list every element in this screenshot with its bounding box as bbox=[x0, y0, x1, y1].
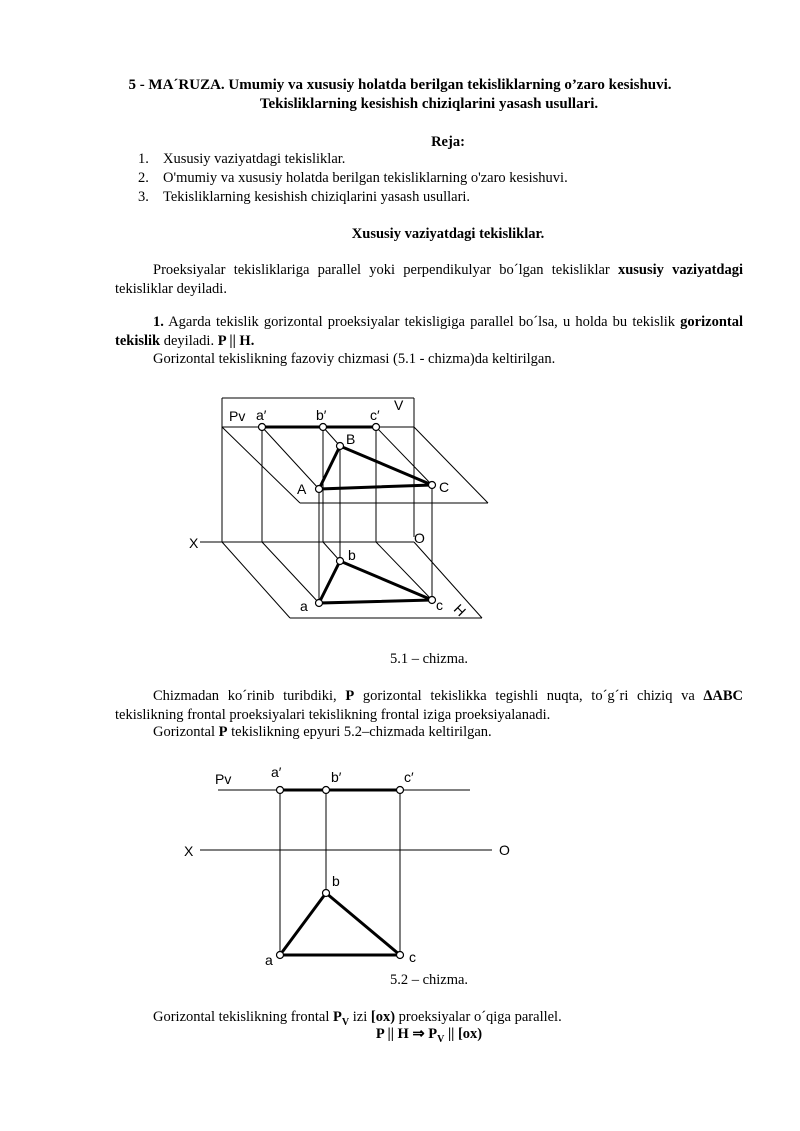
label-c-prime: c′ bbox=[404, 769, 414, 785]
text-run: tekisliklar deyiladi. bbox=[115, 281, 227, 297]
bold-term: [ox) bbox=[370, 1009, 396, 1025]
point-C bbox=[429, 482, 436, 489]
figure-5-1 bbox=[0, 380, 800, 630]
label-c: c bbox=[436, 597, 443, 613]
subscript: V bbox=[341, 1016, 350, 1028]
bold-term: ∆ABC bbox=[703, 688, 743, 704]
label-o: O bbox=[499, 842, 510, 858]
label-B: B bbox=[346, 431, 356, 447]
plan-item-number: 3. bbox=[138, 189, 149, 205]
formula-part: P || H ⇒ P bbox=[375, 1026, 438, 1042]
paragraph-definition bbox=[115, 261, 743, 299]
point-b-prime bbox=[320, 424, 327, 431]
text-run: Proeksiyalar tekisliklariga parallel yoki perpendikulyar bo´lgan tekisliklar bbox=[153, 262, 618, 278]
point-A bbox=[316, 486, 323, 493]
point-b bbox=[337, 558, 344, 565]
plan-item bbox=[138, 170, 568, 187]
point-b-prime bbox=[323, 787, 330, 794]
projection-line bbox=[262, 427, 319, 489]
triangle-abc bbox=[280, 893, 400, 955]
text-run: Chizmadan ko´rinib turibdiki, bbox=[153, 688, 346, 704]
figure-5-1-caption: 5.1 – chizma. bbox=[389, 651, 469, 667]
point-c-prime bbox=[397, 787, 404, 794]
bold-term: P bbox=[218, 724, 228, 740]
relation: P || H. bbox=[217, 333, 255, 349]
text-run: deyiladi. bbox=[160, 333, 218, 349]
formula bbox=[0, 1026, 800, 1045]
subscript: V bbox=[437, 1033, 445, 1045]
projection-line bbox=[262, 542, 319, 603]
point-b bbox=[323, 890, 330, 897]
formula-part: || [ox) bbox=[444, 1026, 483, 1042]
section-heading: Xususiy vaziyatdagi tekisliklar. bbox=[351, 226, 545, 242]
label-o: O bbox=[414, 530, 425, 546]
figure-5-2-caption: 5.2 – chizma. bbox=[389, 972, 469, 988]
label-v: V bbox=[394, 397, 404, 413]
bold-term: gorizontal tekislik bbox=[115, 314, 743, 349]
p-plane-right-edge bbox=[414, 427, 488, 503]
text-run: tekislikning epyuri 5.2–chizmada keltirilgan. bbox=[227, 724, 492, 740]
bold-term: xususiy vaziyatdagi bbox=[617, 262, 743, 278]
point-c bbox=[429, 597, 436, 604]
text-run: Gorizontal bbox=[153, 724, 219, 740]
bold-term: P bbox=[333, 1009, 342, 1025]
text-run: gorizontal tekislikka tegishli nuqta, to´g´ri chiziq va bbox=[354, 688, 704, 704]
plan-item bbox=[138, 189, 470, 206]
label-a: a bbox=[300, 598, 308, 614]
plan-item-number: 2. bbox=[138, 170, 149, 186]
plan-item-text: Xususiy vaziyatdagi tekisliklar. bbox=[163, 151, 346, 167]
figure-5-2 bbox=[0, 760, 800, 970]
plan-item-number: 1. bbox=[138, 151, 149, 167]
h-plane-left-edge bbox=[222, 542, 290, 618]
label-b-prime: b′ bbox=[331, 769, 342, 785]
text-run: proeksiyalar o´qiga parallel. bbox=[395, 1009, 562, 1025]
label-a: a bbox=[265, 952, 273, 968]
label-a-prime: a′ bbox=[256, 407, 267, 423]
lecture-title-line1: 5 - MA´RUZA. Umumiy va xususiy holatda berilgan tekisliklarning o’zaro kesishuvi. bbox=[128, 77, 672, 93]
label-C: C bbox=[439, 479, 450, 495]
label-h: H bbox=[450, 600, 470, 620]
label-c-prime: c′ bbox=[370, 407, 380, 423]
label-b: b bbox=[332, 873, 340, 889]
label-b-prime: b′ bbox=[316, 407, 327, 423]
text-run: izi bbox=[349, 1009, 371, 1025]
label-c: c bbox=[409, 949, 416, 965]
point-a bbox=[277, 952, 284, 959]
label-pv: Pv bbox=[215, 771, 232, 787]
point-a bbox=[316, 600, 323, 607]
paragraph-figure1-ref: Gorizontal tekislikning fazoviy chizmasi (5.1 - chizma)da keltirilgan. bbox=[153, 351, 556, 367]
paragraph-horizontal-plane bbox=[115, 313, 743, 351]
label-A: A bbox=[297, 481, 307, 497]
plan-item bbox=[138, 151, 345, 168]
projection-line bbox=[376, 427, 432, 485]
plan-item-text: O'mumiy va xususiy holatda berilgan tekisliklarning o'zaro kesishuvi. bbox=[163, 170, 568, 186]
h-plane-right-edge bbox=[414, 542, 482, 618]
text-run: Gorizontal tekislikning frontal bbox=[153, 1009, 334, 1025]
label-b: b bbox=[348, 547, 356, 563]
label-a-prime: a′ bbox=[271, 764, 282, 780]
label-pv: Pv bbox=[229, 408, 246, 424]
projection-line bbox=[376, 542, 432, 600]
paragraph-observation bbox=[115, 687, 743, 725]
point-a-prime bbox=[277, 787, 284, 794]
label-x: X bbox=[184, 843, 194, 859]
point-c-prime bbox=[373, 424, 380, 431]
point-a-prime bbox=[259, 424, 266, 431]
point-B bbox=[337, 443, 344, 450]
lecture-title-line2: Tekisliklarning kesishish chiziqlarini yasash usullari. bbox=[259, 96, 599, 112]
bold-term: P bbox=[345, 688, 355, 704]
text-run: Agarda tekislik gorizontal proeksiyalar tekisligiga parallel bo´lsa, u holda bu tekislik bbox=[163, 314, 681, 330]
paragraph-figure2-ref bbox=[115, 723, 743, 742]
p-plane-left-edge bbox=[222, 427, 300, 503]
point-c bbox=[397, 952, 404, 959]
item-number: 1. bbox=[153, 314, 164, 330]
label-x: X bbox=[189, 535, 199, 551]
plan-heading: Reja: bbox=[431, 134, 465, 150]
text-run: tekislikning frontal proeksiyalari tekislikning frontal iziga proeksiyalanadi. bbox=[115, 707, 551, 723]
plan-item-text: Tekisliklarning kesishish chiziqlarini yasash usullari. bbox=[163, 189, 471, 205]
